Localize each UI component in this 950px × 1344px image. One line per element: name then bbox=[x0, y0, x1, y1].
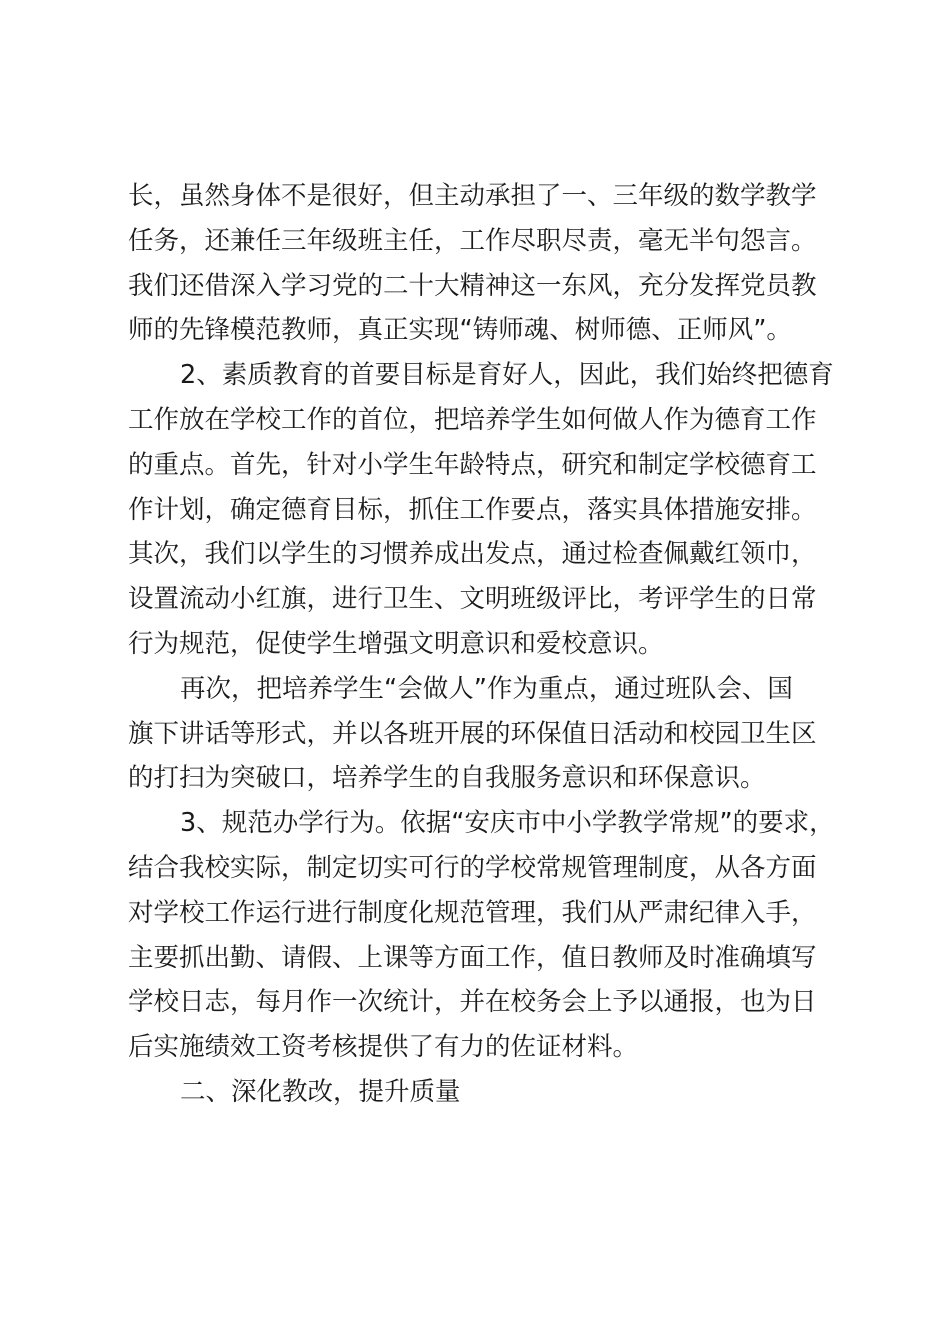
text-line: 长，虽然身体不是很好，但主动承担了一、三年级的数学教学 bbox=[128, 181, 817, 211]
paragraph-moral-education bbox=[128, 353, 834, 667]
paragraph-continuation bbox=[128, 174, 828, 353]
text-line: 2、素质教育的首要目标是育好人，因此，我们始终把德育 bbox=[180, 360, 834, 391]
text-line: 再次，把培养学生“会做人”作为重点，通过班队会、国 bbox=[180, 673, 793, 704]
text-line: 对学校工作运行进行制度化规范管理，我们从严肃纪律入手， bbox=[128, 897, 817, 928]
text-line: 工作放在学校工作的首位，把培养学生如何做人作为德育工作 bbox=[128, 404, 817, 435]
text-line: 结合我校实际，制定切实可行的学校常规管理制度，从各方面 bbox=[128, 852, 817, 883]
heading-line: 二、深化教改，提升质量 bbox=[180, 1076, 461, 1107]
text-line: 学校日志，每月作一次统计，并在校务会上予以通报，也为日 bbox=[128, 987, 817, 1018]
paragraph-be-a-good-person bbox=[128, 667, 828, 801]
text-line: 作计划，确定德育目标，抓住工作要点，落实具体措施安排。 bbox=[128, 494, 817, 525]
text-line: 其次，我们以学生的习惯养成出发点，通过检查佩戴红领巾， bbox=[128, 539, 817, 570]
text-line: 旗下讲话等形式，并以各班开展的环保值日活动和校园卫生区 bbox=[128, 718, 817, 749]
text-line: 师的先锋模范教师，真正实现“铸师魂、树师德、正师风”。 bbox=[128, 315, 792, 346]
text-line: 3、规范办学行为。依据“安庆市中小学教学常规”的要求， bbox=[180, 808, 835, 839]
document-body bbox=[128, 174, 835, 1115]
text-line: 行为规范，促使学生增强文明意识和爱校意识。 bbox=[128, 628, 664, 659]
text-line: 设置流动小红旗，进行卫生、文明班级评比，考评学生的日常 bbox=[128, 584, 817, 615]
text-line: 的重点。首先，针对小学生年龄特点，研究和制定学校德育工 bbox=[128, 449, 817, 480]
text-line: 主要抓出勤、请假、上课等方面工作，值日教师及时准确填写 bbox=[128, 942, 817, 973]
text-line: 任务，还兼任三年级班主任，工作尽职尽责，毫无半句怨言。 bbox=[128, 225, 817, 256]
text-line: 后实施绩效工资考核提供了有力的佐证材料。 bbox=[128, 1032, 639, 1063]
section-heading bbox=[128, 1070, 828, 1115]
text-line: 我们还借深入学习党的二十大精神这一东风，充分发挥党员教 bbox=[128, 270, 817, 301]
paragraph-school-conduct bbox=[128, 801, 835, 1070]
text-line: 的打扫为突破口，培养学生的自我服务意识和环保意识。 bbox=[128, 763, 766, 794]
